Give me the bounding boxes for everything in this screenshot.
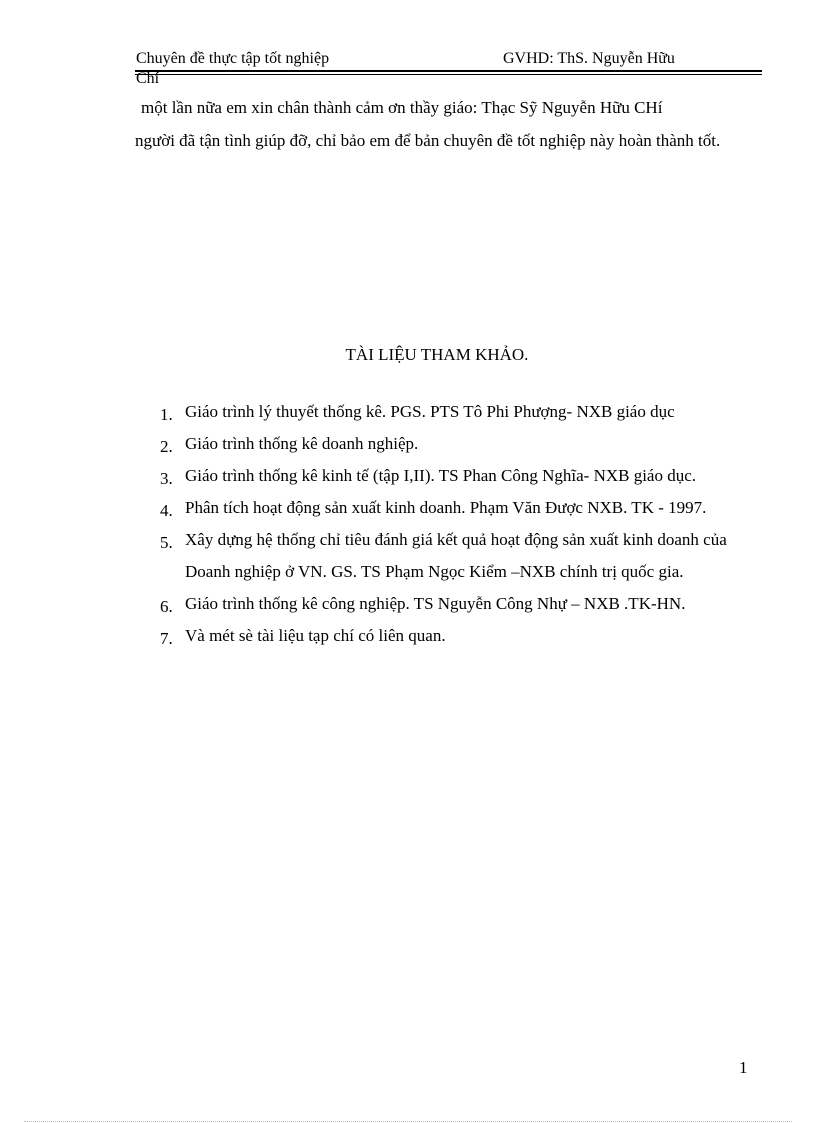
page-number: 1: [739, 1058, 748, 1077]
reference-item: [160, 396, 740, 428]
reference-number: 4.: [160, 501, 173, 520]
references-list: [160, 396, 740, 652]
acknowledgement-line-1: một lần nữa em xin chân thành cảm ơn thầy giáo: Thạc Sỹ Nguyễn Hữu CHí: [141, 98, 663, 117]
reference-number: 3.: [160, 469, 173, 488]
acknowledgement-paragraph: [135, 91, 739, 157]
reference-number: 2.: [160, 437, 173, 456]
reference-item: [160, 524, 740, 588]
reference-item: [160, 460, 740, 492]
reference-text: Giáo trình thống kê kinh tế (tập I,II). TS Phan Công Nghĩa- NXB giáo dục.: [185, 466, 697, 485]
reference-text: Giáo trình thống kê công nghiệp. TS Nguyễn Công Nhự – NXB .TK-HN.: [185, 594, 686, 613]
reference-item: [160, 428, 740, 460]
header-rule-thick: [135, 70, 762, 72]
page-bottom-divider: [24, 1121, 792, 1122]
header-rule-thin: [135, 74, 762, 75]
header-document-title: Chuyên đề thực tập tốt nghiệp: [136, 50, 330, 67]
reference-item: [160, 492, 740, 524]
reference-text: Phân tích hoạt động sản xuất kinh doanh. Phạm Văn Được NXB. TK - 1997.: [185, 498, 707, 517]
reference-item: [160, 620, 740, 652]
reference-item: [160, 588, 740, 620]
reference-number: 6.: [160, 597, 173, 616]
header-supervisor-wrap: Chí: [136, 70, 160, 87]
reference-number: 5.: [160, 533, 173, 552]
reference-number: 7.: [160, 629, 173, 648]
acknowledgement-rest: người đã tận tình giúp đỡ, chỉ bảo em để bản chuyên đề tốt nghiệp này hoàn thành tốt.: [135, 131, 721, 150]
header-supervisor: GVHD: ThS. Nguyễn Hữu: [503, 50, 675, 67]
reference-text: Và mét sè tài liệu tạp chí có liên quan.: [185, 626, 446, 645]
reference-text: Xây dựng hệ thống chỉ tiêu đánh giá kết quả hoạt động sản xuất kinh doanh của Doanh nghiệp ở VN. GS. TS Phạm Ngọc Kiểm –NXB chính trị quốc gia.: [185, 530, 727, 581]
reference-text: Giáo trình thống kê doanh nghiệp.: [185, 434, 419, 453]
reference-number: 1.: [160, 405, 173, 424]
reference-text: Giáo trình lý thuyết thống kê. PGS. PTS Tô Phi Phượng- NXB giáo dục: [185, 402, 675, 421]
references-heading: TÀI LIỆU THAM KHẢO.: [345, 345, 529, 364]
